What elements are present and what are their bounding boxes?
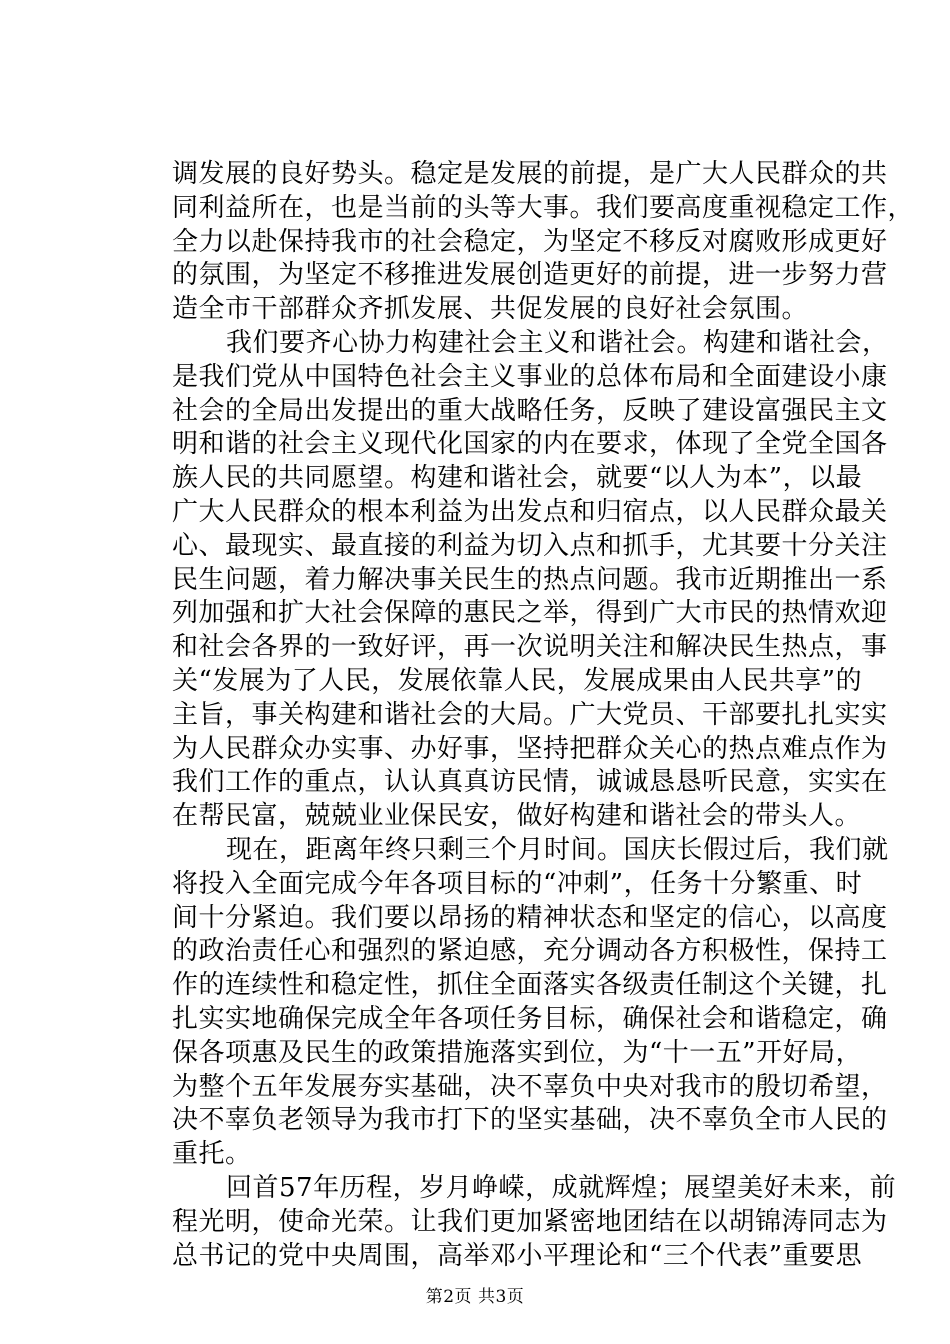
text-line: 为人民群众办实事、办好事，坚持把群众关心的热点难点作为 (172, 733, 888, 764)
text-line: 主旨，事关构建和谐社会的大局。广大党员、干部要扎扎实实 (172, 699, 888, 730)
text-line: 造全市干部群众齐抓发展、共促发展的良好社会氛围。 (172, 294, 809, 325)
text-line: 的政治责任心和强烈的紧迫感，充分调动各方积极性，保持工 (172, 936, 888, 967)
body-text (172, 158, 915, 1273)
text-line: 程光明，使命光荣。让我们更加紧密地团结在以胡锦涛同志为 (172, 1206, 888, 1237)
text-line: 全力以赴保持我市的社会稳定，为坚定不移反对腐败形成更好 (172, 226, 888, 257)
text-line: 扎实实地确保完成全年各项任务目标，确保社会和谐稳定，确 (172, 1003, 888, 1034)
text-line: 间十分紧迫。我们要以昂扬的精神状态和坚定的信心，以高度 (172, 902, 888, 933)
paragraph-first-line: 现在，距离年终只剩三个月时间。国庆长假过后，我们就 (226, 834, 889, 865)
text-line: 保各项惠及民生的政策措施落实到位，为“十一五”开好局， (172, 1037, 863, 1068)
text-line: 总书记的党中央周围，高举邓小平理论和“三个代表”重要思 (172, 1240, 863, 1271)
text-line: 心、最现实、最直接的利益为切入点和抓手，尤其要十分关注 (172, 530, 888, 561)
text-line: 列加强和扩大社会保障的惠民之举，得到广大市民的热情欢迎 (172, 598, 888, 629)
text-line: 同利益所在，也是当前的头等大事。我们要高度重视稳定工作， (172, 192, 915, 223)
text-line: 作的连续性和稳定性，抓住全面落实各级责任制这个关键，扎 (172, 970, 888, 1001)
text-line: 广大人民群众的根本利益为出发点和归宿点，以人民群众最关 (172, 496, 888, 527)
text-line: 在帮民富，兢兢业业保民安，做好构建和谐社会的带头人。 (172, 801, 862, 832)
text-line: 决不辜负老领导为我市打下的坚实基础，决不辜负全市人民的 (172, 1105, 888, 1136)
text-line: 将投入全面完成今年各项目标的“冲刺”，任务十分繁重、时 (172, 868, 863, 899)
text-line: 调发展的良好势头。稳定是发展的前提，是广大人民群众的共 (172, 159, 888, 189)
text-line: 的氛围，为坚定不移推进发展创造更好的前提，进一步努力营 (172, 260, 888, 291)
text-line: 族人民的共同愿望。构建和谐社会，就要“以人为本”，以最 (172, 463, 863, 494)
text-line: 和社会各界的一致好评，再一次说明关注和解决民生热点，事 (172, 632, 888, 663)
text-line: 为整个五年发展夯实基础，决不辜负中央对我市的殷切希望， (172, 1071, 888, 1102)
text-line: 是我们党从中国特色社会主义事业的总体布局和全面建设小康 (172, 361, 888, 392)
text-line: 重托。 (172, 1139, 252, 1170)
text-line: 关“发展为了人民，发展依靠人民，发展成果由人民共享”的 (172, 665, 863, 696)
paragraph-first-line: 我们要齐心协力构建社会主义和谐社会。构建和谐社会， (226, 327, 889, 358)
page-number-footer: 第2页 共3页 (425, 1287, 525, 1307)
text-line: 社会的全局出发提出的重大战略任务，反映了建设富强民主文 (172, 395, 888, 426)
paragraph-first-line: 回首57年历程，岁月峥嵘，成就辉煌；展望美好未来，前 (226, 1172, 897, 1203)
text-line: 民生问题，着力解决事关民生的热点问题。我市近期推出一系 (172, 564, 888, 595)
text-line: 明和谐的社会主义现代化国家的内在要求，体现了全党全国各 (172, 429, 888, 460)
text-line: 我们工作的重点，认认真真访民情，诚诚恳恳听民意，实实在 (172, 767, 888, 798)
